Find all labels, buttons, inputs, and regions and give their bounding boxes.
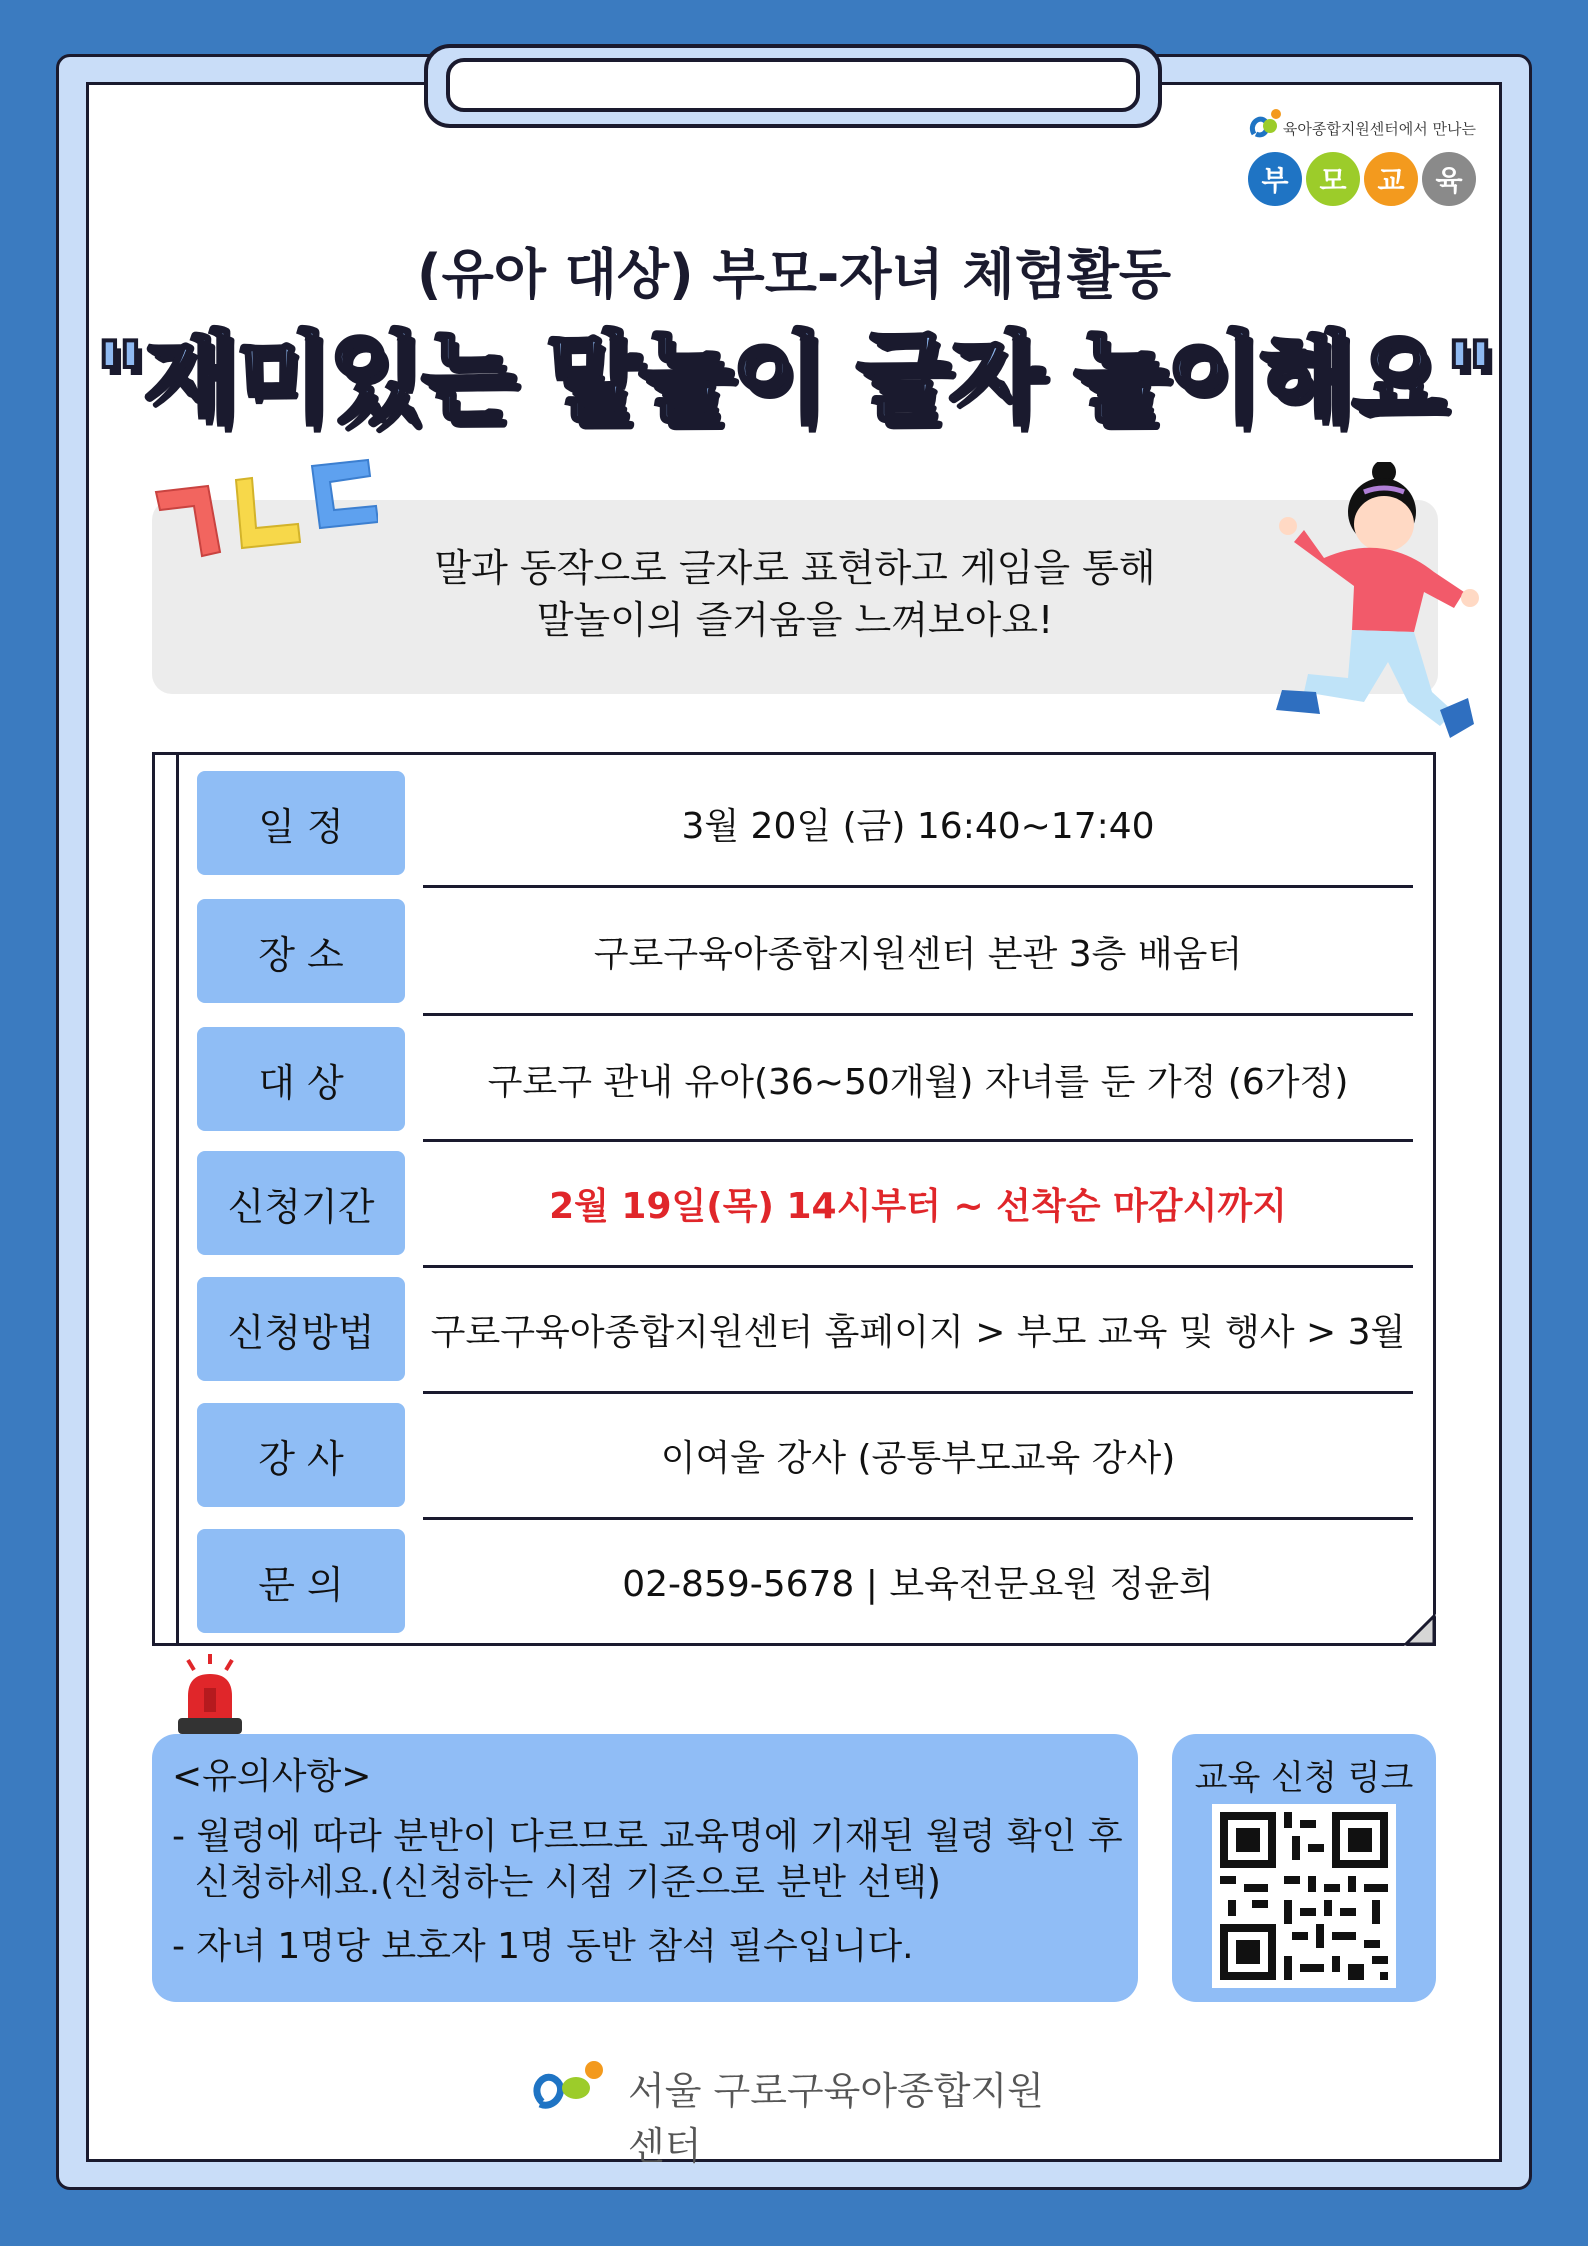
info-label: 강 사 <box>197 1403 405 1507</box>
divider <box>155 1517 1439 1520</box>
info-row-schedule <box>155 771 1439 875</box>
info-label: 장 소 <box>197 899 405 1003</box>
intro-line-1: 말과 동작으로 글자로 표현하고 게임을 통해 <box>434 546 1156 590</box>
divider <box>155 1265 1439 1268</box>
divider <box>155 1391 1439 1394</box>
qr-code-icon[interactable] <box>1212 1804 1396 1988</box>
brand-badge <box>1246 104 1476 214</box>
notice-box <box>152 1734 1138 2002</box>
siren-icon <box>174 1652 246 1736</box>
divider <box>155 885 1439 888</box>
info-row-contact <box>155 1529 1439 1633</box>
program-badge-1: 부 <box>1248 152 1302 206</box>
info-row-apply-method <box>155 1277 1439 1381</box>
info-value: 구로구육아종합지원센터 홈페이지 > 부모 교육 및 행사 > 3월 <box>430 1311 1406 1353</box>
event-info-card <box>152 752 1436 1646</box>
info-value: 02-859-5678 | 보육전문요원 정윤희 <box>622 1563 1214 1605</box>
intro-line-2: 말놀이의 즐거움을 느껴보아요! <box>536 598 1054 642</box>
qr-box <box>1172 1734 1436 2002</box>
info-row-target <box>155 1027 1439 1131</box>
info-row-instructor <box>155 1403 1439 1507</box>
info-label: 대 상 <box>197 1027 405 1131</box>
brand-tagline: 육아종합지원센터에서 만나는 <box>1282 120 1476 138</box>
notice-item-1-line-2: 신청하세요.(신청하는 시점 기준으로 분반 선택) <box>172 1862 941 1903</box>
divider <box>155 1139 1439 1142</box>
event-subtitle: (유아 대상) 부모-자녀 체험활동 <box>416 243 1172 306</box>
program-badge-2: 모 <box>1306 152 1360 206</box>
info-label: 신청기간 <box>197 1151 405 1255</box>
notice-item-2: - 자녀 1명당 보호자 1명 동반 참석 필수입니다. <box>172 1926 914 1967</box>
center-logo-icon <box>528 2054 618 2114</box>
qr-title: 교육 신청 링크 <box>1194 1758 1414 1798</box>
info-row-location <box>155 899 1439 1003</box>
intro-text <box>152 542 1438 646</box>
info-value: 구로구 관내 유아(36~50개월) 자녀를 둔 가정 (6가정) <box>487 1061 1349 1103</box>
notice-item-1-line-1: - 월령에 따라 분반이 다르므로 교육명에 기재된 월령 확인 후 <box>172 1816 1123 1857</box>
page-fold-icon <box>1404 1614 1438 1648</box>
info-label: 일 정 <box>197 771 405 875</box>
notice-title: <유의사항> <box>172 1756 372 1797</box>
program-badge-4: 육 <box>1422 152 1476 206</box>
info-value-highlight: 2월 19일(목) 14시부터 ~ 선착순 마감시까지 <box>549 1185 1287 1227</box>
program-badge-3: 교 <box>1364 152 1418 206</box>
info-row-apply-period <box>155 1151 1439 1255</box>
event-title: "재미있는 말놀이 글자 놀이해요" <box>94 322 1494 436</box>
clipboard-clip-inner <box>446 58 1140 112</box>
info-value: 이여울 강사 (공통부모교육 강사) <box>660 1437 1176 1479</box>
info-value: 구로구육아종합지원센터 본관 3층 배움터 <box>593 933 1243 975</box>
footer-brand <box>528 2052 1068 2168</box>
divider <box>155 1013 1439 1016</box>
program-badges <box>1248 152 1476 206</box>
info-value: 3월 20일 (금) 16:40~17:40 <box>681 805 1155 847</box>
info-label: 신청방법 <box>197 1277 405 1381</box>
info-label: 문 의 <box>197 1529 405 1633</box>
footer-org-name: 서울 구로구육아종합지원센터 <box>628 2069 1044 2168</box>
